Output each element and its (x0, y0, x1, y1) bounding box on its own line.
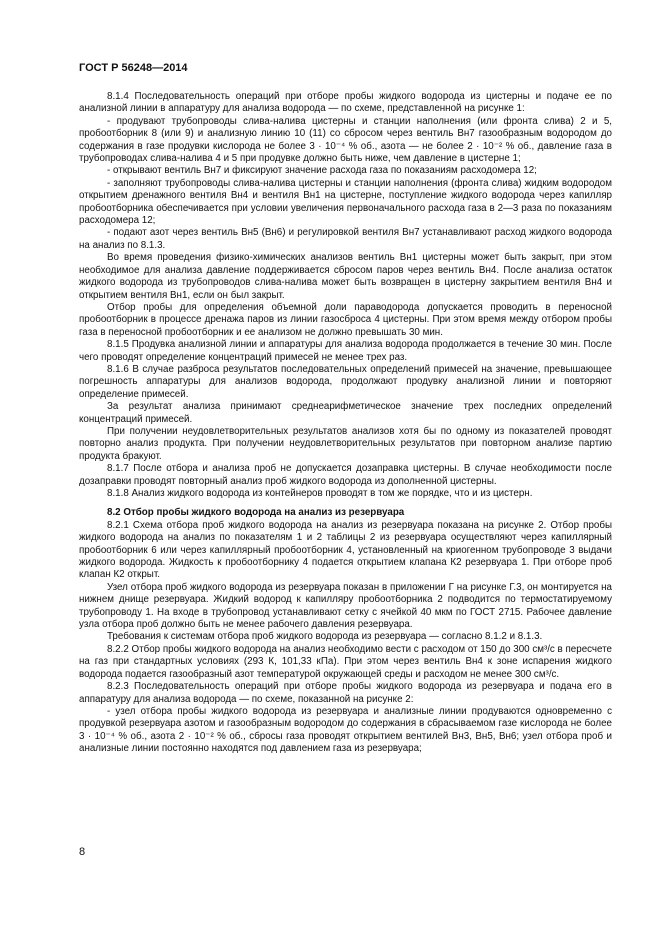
paragraph: За результат анализа принимают среднеарифметическое значение трех последних определений концентраций примесей. (79, 401, 612, 425)
paragraph: 8.1.5 Продувка анализной линии и аппаратуры для анализа водорода продолжается в течение 30 мин. После чего проводят определение концентраций примесей не менее трех раз. (79, 339, 612, 363)
page-number: 8 (79, 846, 86, 858)
paragraph: 8.1.6 В случае разброса результатов последовательных определений примесей на значение, превышающее погрешность аппаратуры для анализов водорода, продолжают продувку анализной линии и повторяют определение примесей. (79, 363, 612, 400)
paragraph: Отбор пробы для определения объемной доли параводорода допускается проводить в переносной пробоотборник в процессе дренажа паров из линии газосброса 4 цистерны. При этом время между отбором пробы газа в переносной пробоотборник и ее анализом не должно превышать 30 мин. (79, 301, 612, 338)
paragraph: 8.2.2 Отбор пробы жидкого водорода на анализ необходимо вести с расходом от 150 до 300 см³/с в пересчете на газ при стандартных условиях (293 К, 101,33 кПа). При этом через вентиль Вн4 к зоне испарения жидкого водорода подается газообразный азот температурой окружающей среды и расходом не менее 300 см³/с. (79, 643, 612, 680)
paragraph: - открывают вентиль Вн7 и фиксируют значение расхода газа по показаниям расходомера 12; (107, 165, 537, 177)
paragraph: Во время проведения физико-химических анализов вентиль Вн1 цистерны может быть закрыт, при этом необходимое для анализа давление поддерживается сбросом паров через вентиль Вн4. После анализа остаток жидкого водорода из трубопроводов слива-налива может быть возвращен в цистерну закрытием вентиля Вн4 и открытием вентиля Вн1, если он был закрыт. (79, 252, 612, 301)
paragraph: - узел отбора пробы жидкого водорода из резервуара и анализные линии продуваются одновременно с продувкой резервуара азотом и газообразным водородом до содержания в сбрасываемом газе кислорода не более 3 · 10⁻⁴ % об., азота 2 · 10⁻² % об., сбросы газа проводят открытием вентилей Вн3, Вн5, Вн6; узел отбора проб и анализные линии постоянно находятся под давлением газа из резервуара; (79, 705, 612, 755)
document-body (79, 91, 612, 756)
paragraph: - продувают трубопроводы слива-налива цистерны и станции наполнения (или фронта слива) 2 и 5, пробоотборник 8 (или 9) и анализную линию 10 (11) со сбросом через вентиль Вн7 газообразным водородом до содержания в газе продувки кислорода не более 3 · 10⁻⁴ % об., азота — не более 2 · 10⁻² % об., давление газа в трубопроводах слива-налива 4 и 5 при продувке должно быть ниже, чем давление в цистерне 1; (79, 115, 612, 165)
paragraph: - подают азот через вентиль Вн5 (Вн6) и регулировкой вентиля Вн7 устанавливают расход жидкого водорода на анализ по 8.1.3. (79, 227, 612, 251)
paragraph: Требования к системам отбора проб жидкого водорода из резервуара — согласно 8.1.2 и 8.1.3. (107, 631, 543, 643)
paragraph: - заполняют трубопроводы слива-налива цистерны и станции наполнения (фронта слива) жидким водородом открытием дренажного вентиля Вн4 и вентиля Вн1 на цистерне, поступление жидкого водорода через капилляр пробоотборника обеспечивается при условии увеличения первоначального расхода газа в 2—3 раза по показаниям расходомера 12; (79, 177, 612, 227)
paragraph: 8.1.8 Анализ жидкого водорода из контейнеров проводят в том же порядке, что и из цистерн. (107, 488, 533, 499)
paragraph: При получении неудовлетворительных результатов анализов хотя бы по одному из показателей проводят повторно анализ продукта. При получении неудовлетворительных результатов при повторном анализе партию продукта бракуют. (79, 425, 612, 462)
paragraph: 8.2.3 Последовательность операций при отборе пробы жидкого водорода из резервуара и подача его в аппаратуру для анализа водорода — по схеме, показанной на рисунке 2: (79, 681, 612, 705)
document-header: ГОСТ Р 56248—2014 (79, 62, 188, 74)
section-heading: 8.2 Отбор пробы жидкого водорода на анализ из резервуара (107, 507, 405, 519)
paragraph: 8.2.1 Схема отбора проб жидкого водорода на анализ из резервуара показана на рисунке 2. Отбор пробы жидкого водорода на анализ по показателям 1 и 2 таблицы 2 из резервуара осуществляют через капиллярный пробоотборник 6 или через капиллярный пробоотборник 4, установленный на криогенном трубопроводе 3 выдачи жидкого водорода. Жидкость к пробоотборнику 4 подается открытием клапана К2 резервуара 1. При отборе проб клапан К2 открыт. (79, 519, 612, 581)
paragraph: 8.1.4 Последовательность операций при отборе пробы жидкого водорода из цистерны и подаче ее по анализной линии в аппаратуру для анализа водорода — по схеме, представленной на рисунке 1: (79, 91, 612, 115)
paragraph: Узел отбора проб жидкого водорода из резервуара показан в приложении Г на рисунке Г.3, он монтируется на нижнем днище резервуара. Жидкий водород к капилляру пробоотборника 2 подводится по термостатируемому трубопроводу 1. На входе в трубопровод устанавливают сетку с ячейкой 40 мкм по ГОСТ 2715. Рабочее давление узла отбора проб должно быть не менее рабочего давления резервуара. (79, 581, 612, 631)
paragraph: 8.1.7 После отбора и анализа проб не допускается дозаправка цистерны. В случае необходимости после дозаправки проводят повторный анализ проб жидкого водорода из дополненной цистерны. (79, 463, 612, 487)
